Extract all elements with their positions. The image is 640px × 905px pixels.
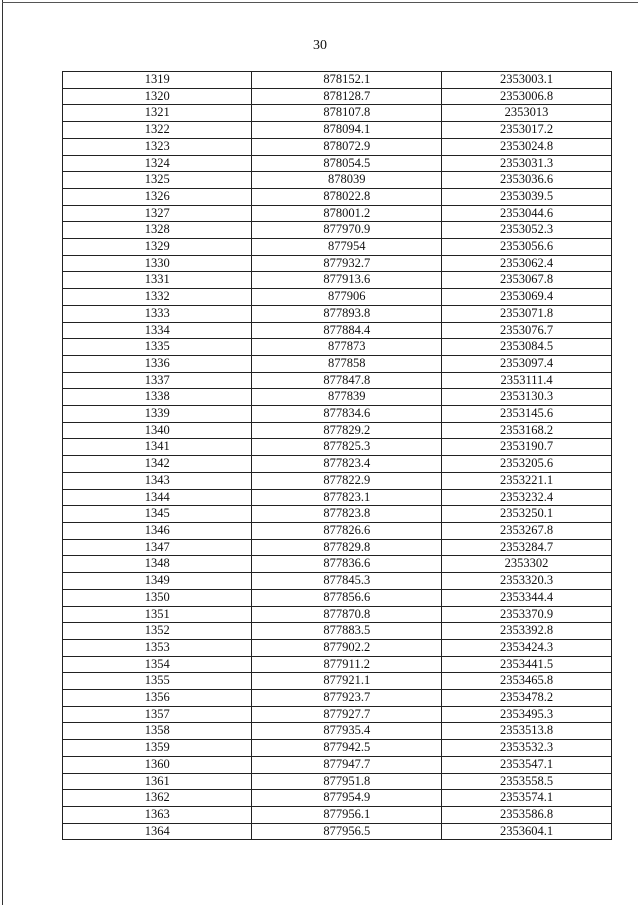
point-number-cell: 1327	[63, 205, 252, 222]
point-number-cell: 1357	[63, 706, 252, 723]
point-number-cell: 1349	[63, 573, 252, 590]
x-coordinate-cell: 877927.7	[252, 706, 442, 723]
point-number-cell: 1343	[63, 472, 252, 489]
table-row	[63, 188, 612, 205]
y-coordinate-cell: 2353547.1	[442, 756, 612, 773]
point-number-cell: 1355	[63, 673, 252, 690]
y-coordinate-cell: 2353168.2	[442, 422, 612, 439]
y-coordinate-cell: 2353604.1	[442, 823, 612, 840]
y-coordinate-cell: 2353130.3	[442, 389, 612, 406]
table-row	[63, 88, 612, 105]
x-coordinate-cell: 877883.5	[252, 623, 442, 640]
point-number-cell: 1361	[63, 773, 252, 790]
point-number-cell: 1347	[63, 539, 252, 556]
point-number-cell: 1331	[63, 272, 252, 289]
x-coordinate-cell: 877845.3	[252, 573, 442, 590]
x-coordinate-cell: 877856.6	[252, 589, 442, 606]
x-coordinate-cell: 877954	[252, 239, 442, 256]
x-coordinate-cell: 877932.7	[252, 255, 442, 272]
table-row	[63, 389, 612, 406]
table-row	[63, 522, 612, 539]
table-row	[63, 272, 612, 289]
point-number-cell: 1350	[63, 589, 252, 606]
page-border	[2, 0, 3, 905]
x-coordinate-cell: 877823.1	[252, 489, 442, 506]
y-coordinate-cell: 2353344.4	[442, 589, 612, 606]
y-coordinate-cell: 2353465.8	[442, 673, 612, 690]
point-number-cell: 1332	[63, 289, 252, 306]
y-coordinate-cell: 2353392.8	[442, 623, 612, 640]
table-row	[63, 355, 612, 372]
y-coordinate-cell: 2353320.3	[442, 573, 612, 590]
y-coordinate-cell: 2353031.3	[442, 155, 612, 172]
y-coordinate-cell: 2353036.6	[442, 172, 612, 189]
x-coordinate-cell: 877829.8	[252, 539, 442, 556]
x-coordinate-cell: 877884.4	[252, 322, 442, 339]
table-row	[63, 255, 612, 272]
table-row	[63, 706, 612, 723]
table-row	[63, 606, 612, 623]
table-row	[63, 806, 612, 823]
x-coordinate-cell: 877870.8	[252, 606, 442, 623]
table-row	[63, 556, 612, 573]
y-coordinate-cell: 2353424.3	[442, 639, 612, 656]
point-number-cell: 1322	[63, 122, 252, 139]
x-coordinate-cell: 877858	[252, 355, 442, 372]
x-coordinate-cell: 877911.2	[252, 656, 442, 673]
y-coordinate-cell: 2353076.7	[442, 322, 612, 339]
point-number-cell: 1363	[63, 806, 252, 823]
table-row	[63, 422, 612, 439]
y-coordinate-cell: 2353221.1	[442, 472, 612, 489]
point-number-cell: 1354	[63, 656, 252, 673]
y-coordinate-cell: 2353111.4	[442, 372, 612, 389]
point-number-cell: 1344	[63, 489, 252, 506]
table-row	[63, 172, 612, 189]
table-row	[63, 656, 612, 673]
point-number-cell: 1320	[63, 88, 252, 105]
table-row	[63, 439, 612, 456]
x-coordinate-cell: 877823.8	[252, 506, 442, 523]
point-number-cell: 1338	[63, 389, 252, 406]
x-coordinate-cell: 877956.1	[252, 806, 442, 823]
x-coordinate-cell: 877873	[252, 339, 442, 356]
table-row	[63, 573, 612, 590]
point-number-cell: 1324	[63, 155, 252, 172]
y-coordinate-cell: 2353205.6	[442, 456, 612, 473]
point-number-cell: 1321	[63, 105, 252, 122]
y-coordinate-cell: 2353044.6	[442, 205, 612, 222]
x-coordinate-cell: 877823.4	[252, 456, 442, 473]
x-coordinate-cell: 878022.8	[252, 188, 442, 205]
x-coordinate-cell: 877825.3	[252, 439, 442, 456]
y-coordinate-cell: 2353062.4	[442, 255, 612, 272]
point-number-cell: 1325	[63, 172, 252, 189]
table-row	[63, 773, 612, 790]
table-row	[63, 472, 612, 489]
table-row	[63, 506, 612, 523]
point-number-cell: 1345	[63, 506, 252, 523]
point-number-cell: 1358	[63, 723, 252, 740]
x-coordinate-cell: 877906	[252, 289, 442, 306]
y-coordinate-cell: 2353478.2	[442, 690, 612, 707]
table-row	[63, 122, 612, 139]
point-number-cell: 1329	[63, 239, 252, 256]
y-coordinate-cell: 2353145.6	[442, 406, 612, 423]
x-coordinate-cell: 877954.9	[252, 790, 442, 807]
point-number-cell: 1360	[63, 756, 252, 773]
coordinates-table	[62, 71, 612, 840]
y-coordinate-cell: 2353024.8	[442, 138, 612, 155]
x-coordinate-cell: 877834.6	[252, 406, 442, 423]
x-coordinate-cell: 878001.2	[252, 205, 442, 222]
table-row	[63, 205, 612, 222]
x-coordinate-cell: 877942.5	[252, 740, 442, 757]
table-row	[63, 222, 612, 239]
table-row	[63, 322, 612, 339]
y-coordinate-cell: 2353302	[442, 556, 612, 573]
x-coordinate-cell: 877921.1	[252, 673, 442, 690]
y-coordinate-cell: 2353056.6	[442, 239, 612, 256]
x-coordinate-cell: 877902.2	[252, 639, 442, 656]
table-row	[63, 539, 612, 556]
table-row	[63, 673, 612, 690]
table-row	[63, 339, 612, 356]
x-coordinate-cell: 878094.1	[252, 122, 442, 139]
y-coordinate-cell: 2353558.5	[442, 773, 612, 790]
x-coordinate-cell: 877947.7	[252, 756, 442, 773]
x-coordinate-cell: 878128.7	[252, 88, 442, 105]
point-number-cell: 1335	[63, 339, 252, 356]
point-number-cell: 1339	[63, 406, 252, 423]
table-row	[63, 740, 612, 757]
point-number-cell: 1334	[63, 322, 252, 339]
x-coordinate-cell: 877956.5	[252, 823, 442, 840]
y-coordinate-cell: 2353513.8	[442, 723, 612, 740]
table-row	[63, 589, 612, 606]
y-coordinate-cell: 2353370.9	[442, 606, 612, 623]
x-coordinate-cell: 877822.9	[252, 472, 442, 489]
x-coordinate-cell: 878107.8	[252, 105, 442, 122]
y-coordinate-cell: 2353267.8	[442, 522, 612, 539]
table-row	[63, 372, 612, 389]
point-number-cell: 1348	[63, 556, 252, 573]
point-number-cell: 1328	[63, 222, 252, 239]
point-number-cell: 1362	[63, 790, 252, 807]
table-row	[63, 155, 612, 172]
x-coordinate-cell: 877923.7	[252, 690, 442, 707]
y-coordinate-cell: 2353084.5	[442, 339, 612, 356]
y-coordinate-cell: 2353067.8	[442, 272, 612, 289]
x-coordinate-cell: 877836.6	[252, 556, 442, 573]
point-number-cell: 1353	[63, 639, 252, 656]
point-number-cell: 1356	[63, 690, 252, 707]
point-number-cell: 1351	[63, 606, 252, 623]
table-row	[63, 756, 612, 773]
y-coordinate-cell: 2353017.2	[442, 122, 612, 139]
y-coordinate-cell: 2353039.5	[442, 188, 612, 205]
y-coordinate-cell: 2353013	[442, 105, 612, 122]
page-number: 30	[313, 38, 327, 53]
table-row	[63, 723, 612, 740]
x-coordinate-cell: 877970.9	[252, 222, 442, 239]
y-coordinate-cell: 2353532.3	[442, 740, 612, 757]
point-number-cell: 1346	[63, 522, 252, 539]
x-coordinate-cell: 877893.8	[252, 305, 442, 322]
point-number-cell: 1330	[63, 255, 252, 272]
page-border-top	[2, 2, 638, 3]
y-coordinate-cell: 2353441.5	[442, 656, 612, 673]
y-coordinate-cell: 2353071.8	[442, 305, 612, 322]
table-row	[63, 289, 612, 306]
y-coordinate-cell: 2353190.7	[442, 439, 612, 456]
y-coordinate-cell: 2353250.1	[442, 506, 612, 523]
y-coordinate-cell: 2353003.1	[442, 72, 612, 89]
point-number-cell: 1342	[63, 456, 252, 473]
x-coordinate-cell: 877951.8	[252, 773, 442, 790]
x-coordinate-cell: 878039	[252, 172, 442, 189]
x-coordinate-cell: 878072.9	[252, 138, 442, 155]
point-number-cell: 1364	[63, 823, 252, 840]
point-number-cell: 1336	[63, 355, 252, 372]
x-coordinate-cell: 877913.6	[252, 272, 442, 289]
table-row	[63, 690, 612, 707]
table-row	[63, 406, 612, 423]
y-coordinate-cell: 2353574.1	[442, 790, 612, 807]
coordinates-table-body	[63, 72, 612, 840]
table-row	[63, 639, 612, 656]
y-coordinate-cell: 2353097.4	[442, 355, 612, 372]
point-number-cell: 1326	[63, 188, 252, 205]
x-coordinate-cell: 878152.1	[252, 72, 442, 89]
table-row	[63, 489, 612, 506]
point-number-cell: 1340	[63, 422, 252, 439]
y-coordinate-cell: 2353495.3	[442, 706, 612, 723]
table-row	[63, 305, 612, 322]
point-number-cell: 1323	[63, 138, 252, 155]
point-number-cell: 1352	[63, 623, 252, 640]
point-number-cell: 1359	[63, 740, 252, 757]
x-coordinate-cell: 877847.8	[252, 372, 442, 389]
point-number-cell: 1333	[63, 305, 252, 322]
point-number-cell: 1319	[63, 72, 252, 89]
table-row	[63, 790, 612, 807]
x-coordinate-cell: 877839	[252, 389, 442, 406]
table-row	[63, 138, 612, 155]
x-coordinate-cell: 877935.4	[252, 723, 442, 740]
y-coordinate-cell: 2353069.4	[442, 289, 612, 306]
point-number-cell: 1341	[63, 439, 252, 456]
point-number-cell: 1337	[63, 372, 252, 389]
table-row	[63, 456, 612, 473]
y-coordinate-cell: 2353052.3	[442, 222, 612, 239]
y-coordinate-cell: 2353232.4	[442, 489, 612, 506]
y-coordinate-cell: 2353586.8	[442, 806, 612, 823]
y-coordinate-cell: 2353006.8	[442, 88, 612, 105]
table-row	[63, 239, 612, 256]
table-row	[63, 823, 612, 840]
y-coordinate-cell: 2353284.7	[442, 539, 612, 556]
table-row	[63, 72, 612, 89]
x-coordinate-cell: 878054.5	[252, 155, 442, 172]
table-row	[63, 105, 612, 122]
x-coordinate-cell: 877829.2	[252, 422, 442, 439]
table-row	[63, 623, 612, 640]
x-coordinate-cell: 877826.6	[252, 522, 442, 539]
